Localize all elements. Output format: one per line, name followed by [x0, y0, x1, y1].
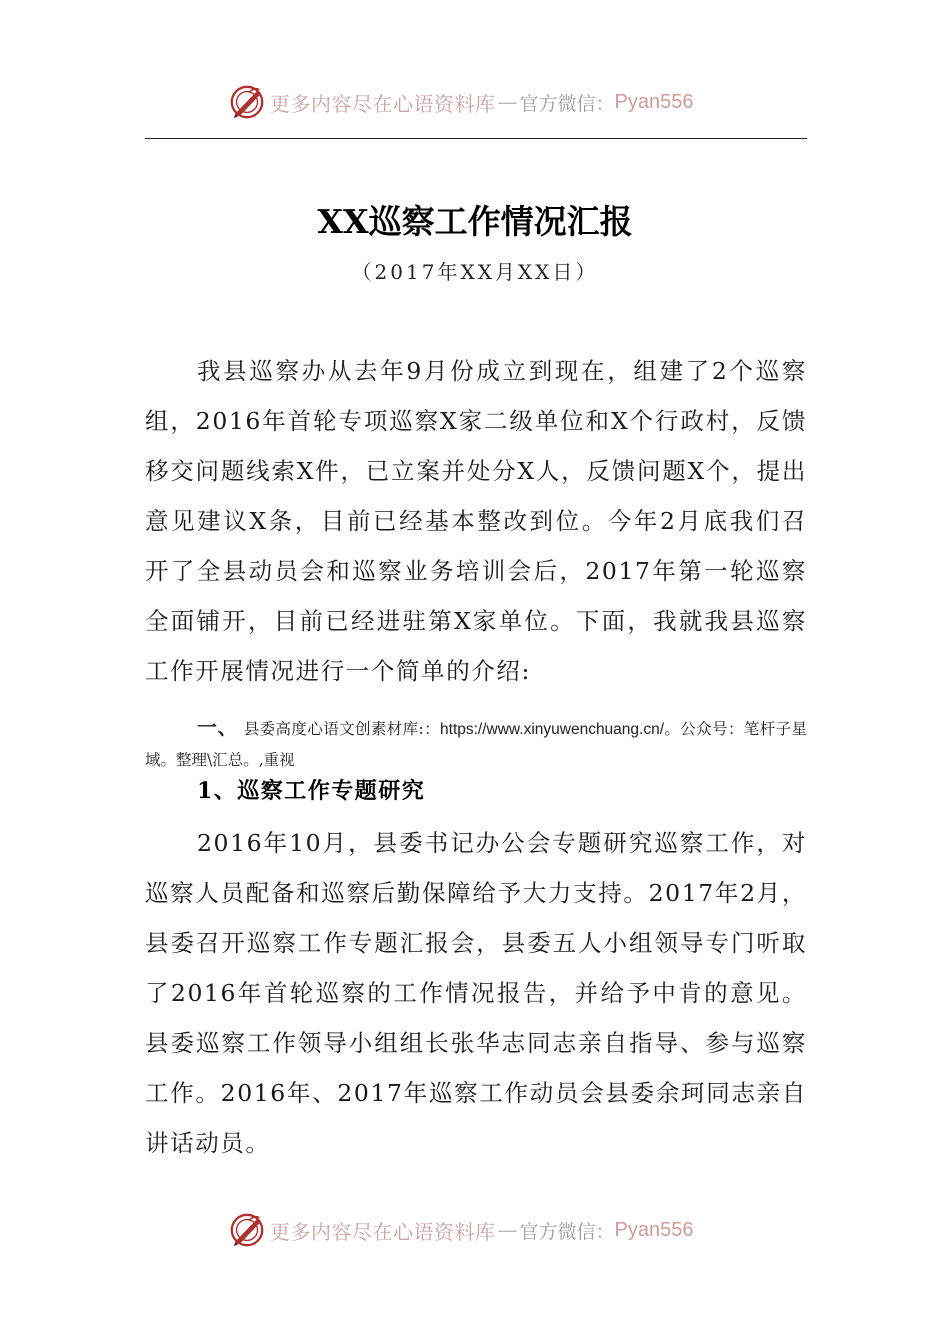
- section-1-heading: [145, 712, 807, 776]
- footer-banner-wechat-id: Pyan556: [614, 1218, 694, 1241]
- intro-paragraph: 我县巡察办从去年9月份成立到现在，组建了2个巡察组，2016年首轮专项巡察X家二级单位和X个行政村，反馈移交问题线索X件，已立案并处分X人，反馈问题X个，提出意见建议X条，目前已经基本整改到位。今年2月底我们召开了全县动员会和巡察业务培训会后，2017年第一轮巡察全面铺开，目前已经进驻第X家单位。下面，我就我县巡察工作开展情况进行一个简单的介绍:: [145, 357, 807, 685]
- section-1-number: 一、: [197, 715, 238, 739]
- banner-wechat-label: 官方微信：: [519, 92, 615, 115]
- subsection-1-paragraph: 2016年10月，县委书记办公会专题研究巡察工作，对巡察人员配备和巡察后勤保障给予大力支持。2017年2月，县委召开巡察工作专题汇报会，县委五人小组领导专门听取了2016年首轮巡察的工作情况报告，并给予中肯的意见。县委巡察工作领导小组组长张华志同志亲自指导、参与巡察工作。2016年、2017年巡察工作动员会县委余珂同志亲自讲话动员。: [145, 829, 807, 1157]
- header-divider: [145, 138, 807, 139]
- footer-banner: [228, 1210, 748, 1250]
- footer-banner-separator: —: [497, 1218, 518, 1242]
- pen-logo-icon: [228, 83, 266, 121]
- section-1-text-pre: 县委高度心语文创素材库:：: [243, 720, 441, 738]
- section-1-url: https://www.xinyuwenchuang.cn/: [440, 721, 665, 738]
- footer-banner-wechat-label: 官方微信：: [519, 1220, 615, 1243]
- pen-logo-icon: [228, 1211, 266, 1249]
- banner-separator: —: [497, 90, 518, 114]
- section-1-text-post: 。公众号：笔杆子星域。整理\汇总。,重视: [145, 720, 807, 769]
- subsection-1-heading: 1、巡察工作专题研究: [197, 778, 426, 804]
- document-title: XX巡察工作情况汇报: [317, 202, 633, 241]
- header-banner: [228, 82, 748, 122]
- banner-text: 更多内容尽在心语资料库: [270, 91, 496, 116]
- banner-wechat-id: Pyan556: [614, 90, 694, 113]
- footer-banner-text: 更多内容尽在心语资料库: [270, 1219, 496, 1244]
- document-date: （2017年XX月XX日）: [351, 260, 599, 284]
